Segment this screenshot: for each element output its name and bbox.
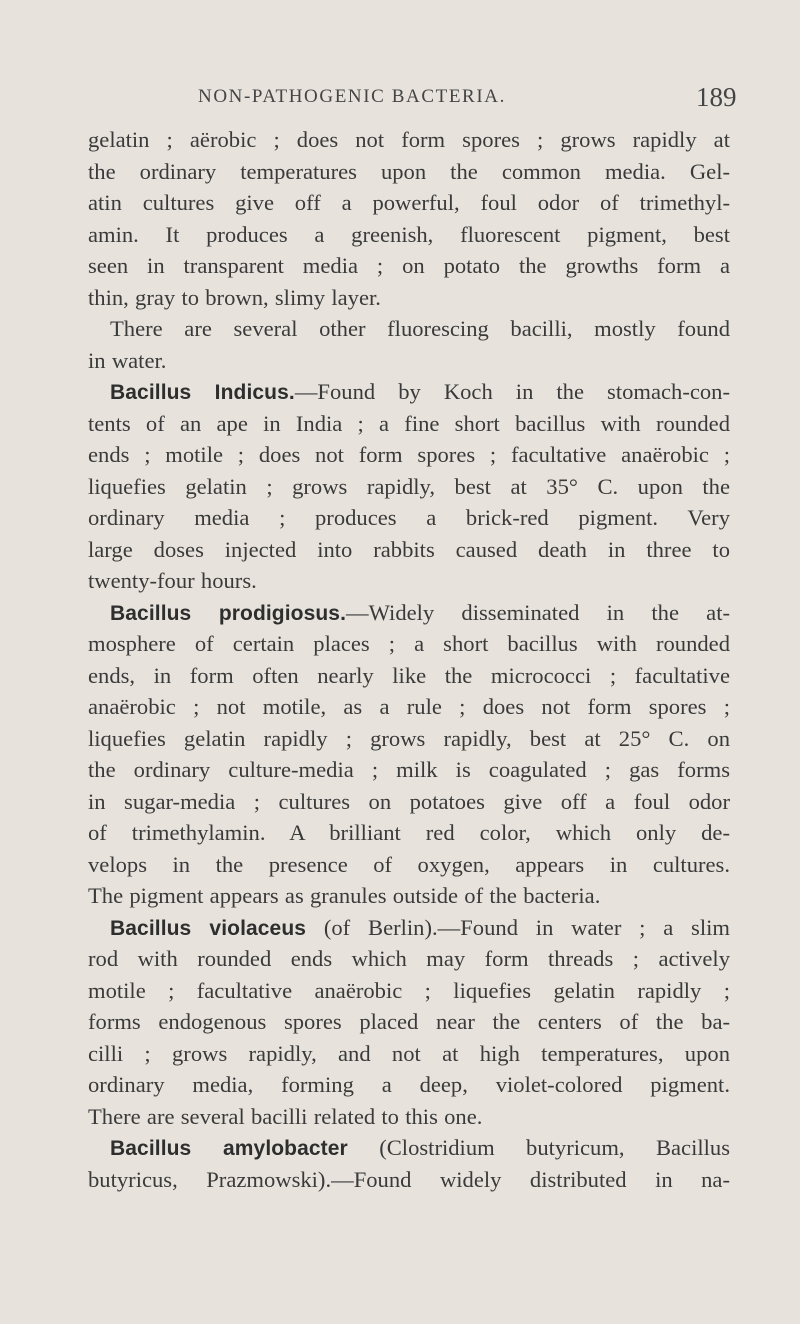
text-line: liquefies gelatin rapidly ; grows rapidly, best at 25° C. on: [88, 725, 730, 751]
heading-bacillus-indicus: Bacillus Indicus.: [110, 381, 295, 404]
text-line: seen in transparent media ; on potato the growths form a: [88, 253, 730, 278]
text-line: thin, gray to brown, slimy layer.: [88, 284, 381, 310]
text-line: amin. It produces a greenish, fluorescent pigment, best: [88, 221, 730, 247]
heading-bacillus-prodigiosus: Bacillus prodigiosus.: [110, 601, 347, 625]
text-line: the ordinary temperatures upon the common media. Gel-: [88, 158, 730, 184]
text-line: ends ; motile ; does not form spores ; facultative anaërobic ;: [88, 442, 730, 467]
text-run: (Clostridium butyricum, Bacillus: [347, 1135, 730, 1160]
paragraph-start-indicus: [88, 376, 730, 408]
text-line: There are several bacilli related to this one.: [88, 1103, 483, 1129]
text-line: ends, in form often nearly like the micrococci ; facultative: [88, 662, 730, 688]
text-run: —Widely disseminated in the at-: [346, 599, 730, 625]
text-line: of trimethylamin. A brilliant red color, which only de-: [88, 820, 730, 845]
text-line: forms endogenous spores placed near the centers of the ba-: [88, 1009, 730, 1034]
text-line: butyricus, Prazmowski).—Found widely distributed in na-: [88, 1166, 730, 1192]
running-head: [0, 82, 800, 112]
text-line: The pigment appears as granules outside of the bacteria.: [88, 883, 601, 908]
text-line: motile ; facultative anaërobic ; liquefies gelatin rapidly ;: [88, 977, 730, 1003]
running-title: NON-PATHOGENIC BACTERIA.: [198, 86, 506, 107]
text-line: the ordinary culture-media ; milk is coagulated ; gas forms: [88, 757, 730, 782]
heading-bacillus-amylobacter: Bacillus amylobacter: [110, 1137, 348, 1160]
text-line: There are several other fluorescing bacilli, mostly found: [110, 316, 730, 341]
text-line: tents of an ape in India ; a fine short bacillus with rounded: [88, 410, 730, 436]
text-line: twenty-four hours.: [88, 568, 257, 593]
text-line: liquefies gelatin ; grows rapidly, best at 35° C. upon the: [88, 473, 730, 499]
text-line: anaërobic ; not motile, as a rule ; does not form spores ;: [88, 694, 730, 719]
text-line: atin cultures give off a powerful, foul odor of trimethyl-: [88, 190, 730, 215]
text-line: ordinary media ; produces a brick-red pigment. Very: [88, 505, 730, 530]
paragraph-start-amylobacter: [88, 1132, 730, 1164]
text-line: large doses injected into rabbits caused death in three to: [88, 536, 730, 562]
text-run: (of Berlin).—Found in water ; a slim: [306, 914, 730, 940]
paragraph-start-prodigiosus: [88, 597, 730, 629]
heading-bacillus-violaceus: Bacillus violaceus: [110, 916, 307, 940]
text-line: cilli ; grows rapidly, and not at high temperatures, upon: [88, 1040, 730, 1066]
text-line: gelatin ; aërobic ; does not form spores ; grows rapidly at: [88, 127, 730, 152]
body-text: [88, 124, 730, 1195]
paragraph-start-violaceus: [88, 912, 730, 944]
page-number: 189: [696, 82, 737, 112]
text-line: rod with rounded ends which may form threads ; actively: [88, 946, 730, 971]
text-line: in sugar-media ; cultures on potatoes give off a foul odor: [88, 788, 730, 814]
text-line: mosphere of certain places ; a short bacillus with rounded: [88, 631, 730, 656]
text-line: velops in the presence of oxygen, appears in cultures.: [88, 851, 730, 877]
text-run: —Found by Koch in the stomach-con-: [294, 379, 731, 404]
text-line: ordinary media, forming a deep, violet-colored pigment.: [88, 1072, 730, 1097]
text-line: in water.: [88, 347, 167, 373]
